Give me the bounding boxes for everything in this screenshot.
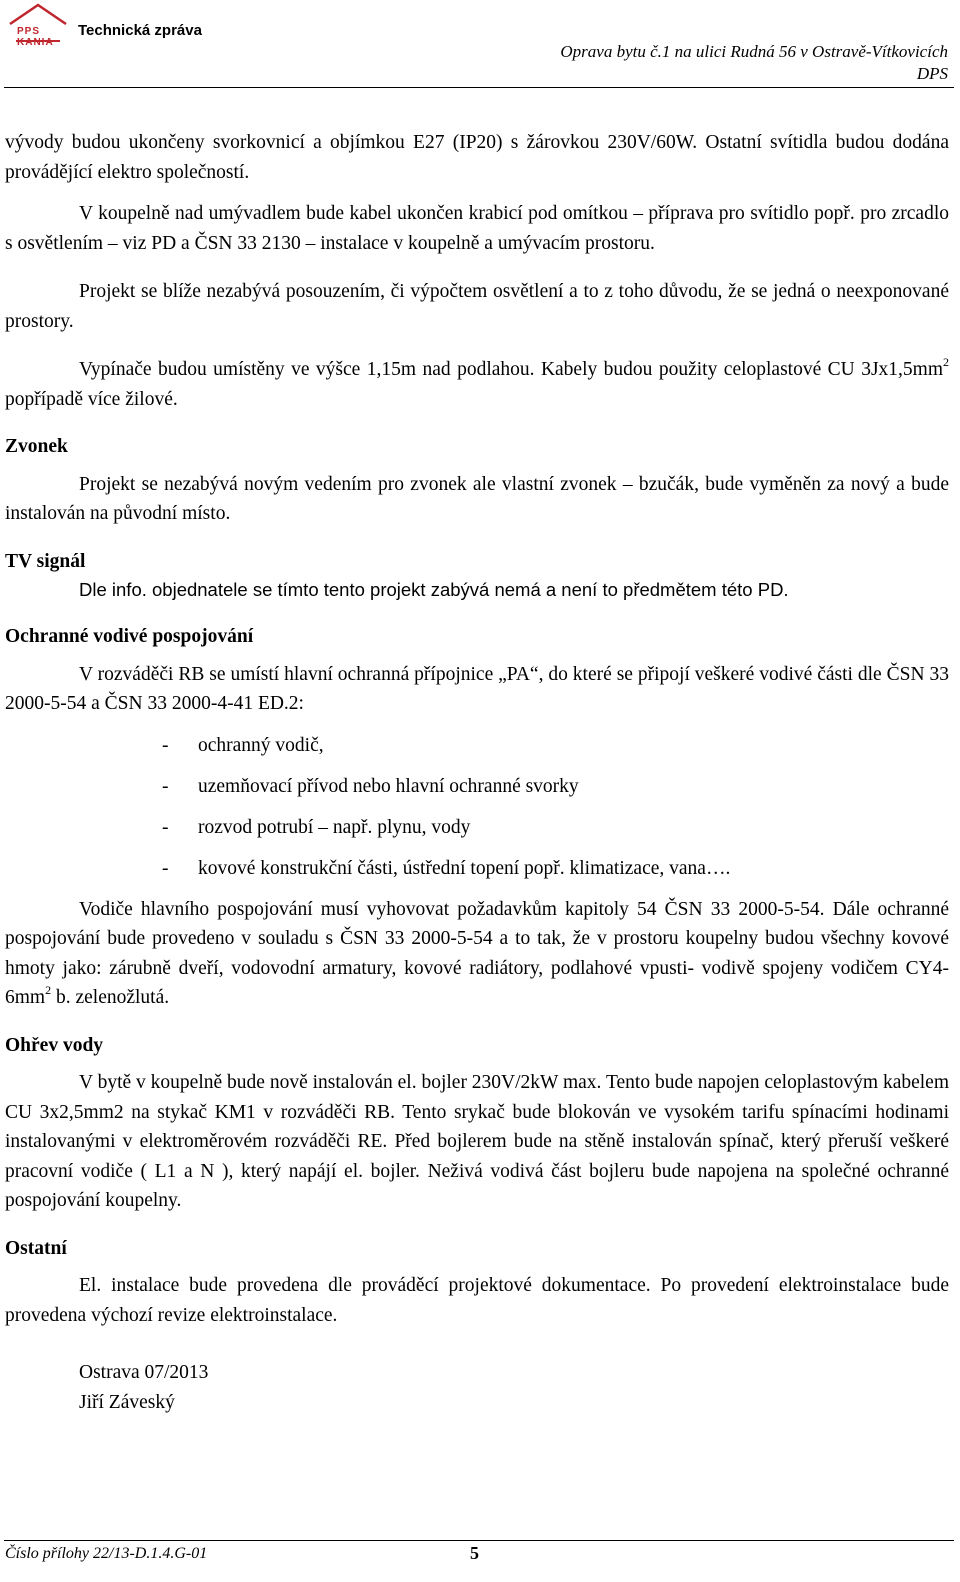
signature-place-date: Ostrava 07/2013 — [79, 1362, 209, 1383]
section-heading-ostatni: Ostatní — [5, 1237, 67, 1259]
list-item: - rozvod potrubí – např. plynu, vody — [162, 816, 471, 838]
section-heading-tv: TV signál — [5, 550, 86, 572]
document-body — [5, 128, 949, 1417]
list-item-text: kovové konstrukční části, ústřední topení popř. klimatizace, vana…. — [198, 857, 731, 879]
paragraph: V koupelně nad umývadlem bude kabel ukončen krabicí pod omítkou – příprava pro svítidlo popř. pro zrcadlo s osvětlením – viz PD a ČSN 33 2130 – instalace v koupelně a umývacím prostoru. — [5, 203, 949, 254]
section-heading-ohrev: Ohřev vody — [5, 1034, 104, 1056]
list-item-text: ochranný vodič, — [198, 734, 324, 756]
paragraph-text: popřípadě více žilové. — [5, 388, 178, 410]
paragraph: Dle info. objednatele se tímto tento projekt zabývá nemá a není to předmětem této PD. — [79, 579, 789, 600]
signature-name: Jiří Záveský — [79, 1391, 175, 1413]
header-divider — [4, 87, 954, 88]
footer-divider — [4, 1540, 954, 1541]
page-header — [0, 0, 960, 90]
paragraph — [5, 895, 949, 1013]
project-name: Oprava bytu č.1 na ulici Rudná 56 v Ostravě-Vítkovicích — [560, 42, 948, 61]
paragraph: vývody budou ukončeny svorkovnicí a objímkou E27 (IP20) s žárovkou 230V/60W. Ostatní svítidla budou dodána provádějící elektro společností. — [5, 132, 949, 183]
paragraph: El. instalace bude provedena dle prováděcí projektové dokumentace. Po provedení elektroinstalace bude provedena výchozí revize elektroinstalace. — [5, 1275, 949, 1326]
section-heading-zvonek: Zvonek — [5, 436, 68, 457]
paragraph-text: Vodiče hlavního pospojování musí vyhovovat požadavkům kapitoly 54 ČSN 33 2000-5-54. Dále ochranné pospojování bude provedeno v souladu s ČSN 33 2000-5-54 a to tak, že v prostoru koupelny budou všechny kovové hmoty jako: zárubně dveří, vodovodní armatury, kovové radiátory, podlahové vpusti- vodivě spojeny vodičem CY4-6mm — [5, 898, 949, 1008]
paragraph: V rozváděči RB se umístí hlavní ochranná přípojnice „PA“, do které se připojí veškeré vodivé části dle ČSN 33 2000-5-54 a ČSN 33 2000-4-41 ED.2: — [5, 663, 949, 714]
list-item: - ochranný vodič, — [162, 734, 324, 756]
list-item-text: uzemňovací přívod nebo hlavní ochranné svorky — [198, 775, 579, 797]
project-stage: DPS — [916, 64, 948, 83]
paragraph: Projekt se nezabývá novým vedením pro zvonek ale vlastní zvonek – bzučák, bude vyměněn za nový a bude instalován na původní místo. — [5, 473, 949, 524]
page-number: 5 — [470, 1543, 479, 1563]
list-item-text: rozvod potrubí – např. plynu, vody — [198, 816, 471, 838]
list-item: - uzemňovací přívod nebo hlavní ochranné svorky — [162, 775, 579, 797]
paragraph — [5, 355, 949, 414]
paragraph: V bytě v koupelně bude nově instalován el. bojler 230V/2kW max. Tento bude napojen celoplastovým kabelem CU 3x2,5mm2 na stykač KM1 v rozváděči RB. Tento srykač bude blokován ve vysokém tarifu spínacími hodinami instalovanými v elektroměrovém rozváděči RE. Před bojlerem bude na stěně instalován spínač, který přeruší veškeré pracovní vodiče ( L1 a N ), který napájí el. bojler. Neživá vodivá část bojleru bude napojena na společné ochranné pospojování koupelny. — [5, 1072, 949, 1211]
paragraph-text: Vypínače budou umístěny ve výšce 1,15m nad podlahou. Kabely budou použity celoplastové CU 3Jx1,5mm — [79, 359, 943, 380]
logo-text: PPS KANIA — [17, 26, 54, 48]
paragraph-text: b. zelenožlutá. — [51, 987, 170, 1008]
attachment-number: Číslo přílohy 22/13-D.1.4.G-01 — [5, 1545, 208, 1562]
company-logo — [6, 2, 70, 48]
list-item: - kovové konstrukční části, ústřední topení popř. klimatizace, vana…. — [162, 857, 731, 879]
superscript: 2 — [45, 983, 52, 997]
bullet-list — [162, 725, 949, 889]
section-heading-pospojovani: Ochranné vodivé pospojování — [5, 626, 254, 647]
paragraph: Projekt se blíže nezabývá posouzením, či výpočtem osvětlení a to z toho důvodu, že se jedná o neexponované prostory. — [5, 281, 949, 332]
document-type-title: Technická zpráva — [78, 22, 202, 39]
superscript: 2 — [943, 355, 949, 369]
